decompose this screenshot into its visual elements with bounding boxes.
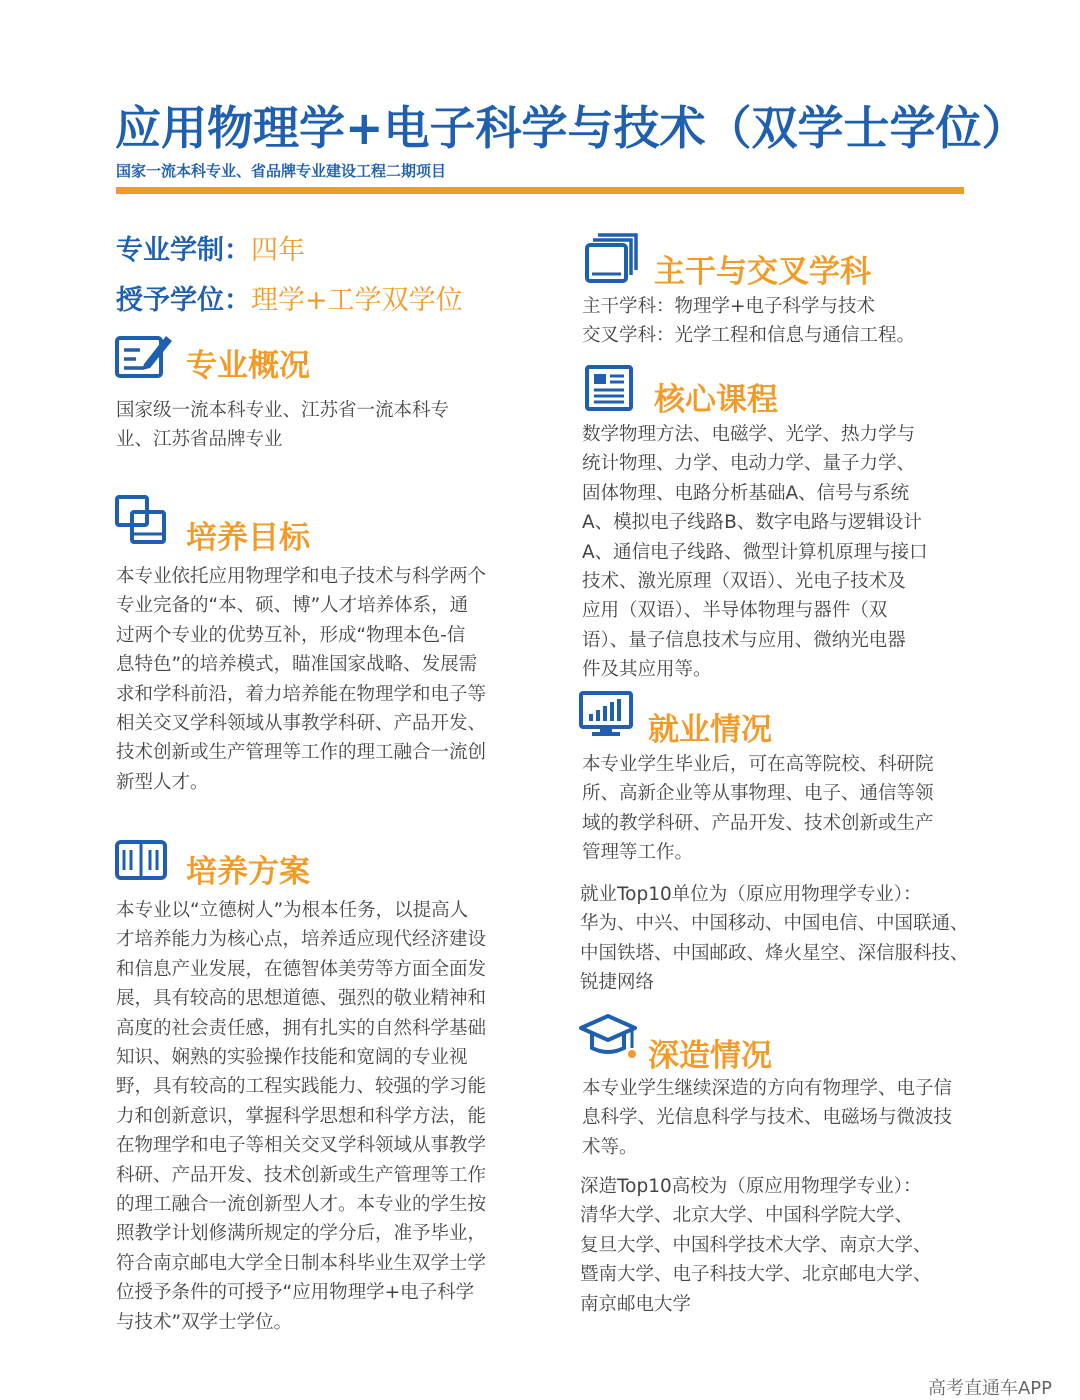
disciplines-text [582, 292, 972, 351]
text-line: 暨南大学、电子科技大学、北京邮电大学、 [580, 1264, 932, 1286]
disciplines-header [584, 232, 964, 292]
text-line: 数学物理方法、电磁学、光学、热力学与 [582, 424, 916, 445]
goal-text [116, 562, 526, 797]
text-line: 与技术”双学士学位。 [116, 1311, 293, 1333]
text-line: 管理等工作。 [582, 842, 694, 864]
text-line: 和信息产业发展，在德智体美劳等方面全面发 [116, 958, 487, 980]
degree-value: 理学+工学双学位 [251, 285, 463, 316]
further-title: 深造情况 [648, 1038, 772, 1074]
disciplines-title: 主干与交叉学科 [654, 254, 871, 290]
plan-text [116, 896, 526, 1337]
text-line: 应用（双语）、半导体物理与器件（双 [582, 600, 888, 622]
text-line: 技术创新或生产管理等工作的理工融合一流创 [116, 742, 487, 764]
text-line: 本专业依托应用物理学和电子技术与科学两个 [116, 566, 487, 587]
employment-text [582, 750, 977, 868]
degree-row [116, 278, 463, 317]
duration-row [116, 228, 305, 267]
text-line: 语）、量子信息技术与应用、微纳光电器 [582, 629, 906, 651]
employment-top10 [580, 880, 1000, 998]
text-line: 本专业学生毕业后，可在高等院校、科研院 [582, 754, 934, 775]
top10-label: 深造Top10高校为（原应用物理学专业）： [580, 1176, 922, 1197]
text-line: 固体物理、电路分析基础A、信号与系统 [582, 482, 910, 504]
document-list-icon [584, 364, 636, 414]
text-line: 符合南京邮电大学全日制本科毕业生双学士学 [116, 1252, 487, 1274]
text-line: 主干学科：物理学+电子科学与技术 [582, 296, 876, 317]
further-header [578, 1012, 968, 1072]
top10-label: 就业Top10单位为（原应用物理学专业）： [580, 884, 922, 905]
courses-text [582, 420, 977, 685]
text-line: 力和创新意识，掌握科学思想和科学方法，能 [116, 1105, 487, 1127]
courses-title: 核心课程 [654, 382, 778, 418]
text-line: 本专业学生继续深造的方向有物理学、电子信 [582, 1078, 953, 1099]
text-line: 复旦大学、中国科学技术大学、南京大学、 [580, 1234, 932, 1256]
employment-title: 就业情况 [648, 712, 772, 748]
further-top10 [580, 1172, 1000, 1319]
text-line: 才培养能力为核心点，培养适应现代经济建设 [116, 929, 487, 951]
text-line: 息特色”的培养模式，瞄准国家战略、发展需 [116, 654, 478, 676]
employment-header [578, 690, 968, 750]
text-line: A、通信电子线路、微型计算机原理与接口 [582, 541, 928, 563]
text-line: 在物理学和电子等相关交叉学科领域从事教学 [116, 1135, 487, 1157]
text-line: 国家级一流本科专业、江苏省一流本科专 [116, 400, 450, 421]
edit-document-icon [114, 330, 174, 382]
title-divider [116, 187, 964, 194]
text-line: 本专业以“立德树人”为根本任务，以提高人 [116, 900, 469, 921]
degree-label: 授予学位： [116, 285, 251, 316]
goal-header [114, 494, 474, 554]
text-line: 照教学计划修满所规定的学分后，准予毕业， [116, 1223, 487, 1245]
courses-header [584, 364, 964, 424]
text-line: 清华大学、北京大学、中国科学院大学、 [580, 1205, 914, 1227]
text-line: 技术、激光原理（双语）、光电子技术及 [582, 571, 906, 593]
text-line: 新型人才。 [116, 771, 209, 793]
plan-header [114, 836, 474, 896]
goal-title: 培养目标 [186, 520, 310, 556]
text-line: 锐捷网络 [580, 972, 655, 994]
text-line: 高度的社会责任感，拥有扎实的自然科学基础 [116, 1017, 487, 1039]
text-line: 术等。 [582, 1136, 638, 1158]
text-line: 科研、产品开发、技术创新或生产管理等工作 [116, 1164, 487, 1186]
overview-text [116, 396, 526, 455]
text-line: 统计物理、力学、电动力学、量子力学、 [582, 453, 916, 475]
further-text [582, 1074, 992, 1162]
text-line: 中国铁塔、中国邮政、烽火星空、深信服科技、 [580, 942, 969, 964]
overview-header [114, 330, 474, 390]
text-line: 所、高新企业等从事物理、电子、通信等领 [582, 783, 934, 805]
text-line: 知识、娴熟的实验操作技能和宽阔的专业视 [116, 1047, 468, 1069]
text-line: 求和学科前沿，着力培养能在物理学和电子等 [116, 683, 487, 705]
text-line: 位授予条件的可授予“应用物理学+电子科学 [116, 1282, 475, 1304]
text-line: 交叉学科：光学工程和信息与通信工程。 [582, 325, 916, 347]
page-title: 应用物理学+电子科学与技术（双学士学位） [115, 101, 1028, 155]
watermark: 高考直通车APP [927, 1378, 1052, 1399]
layers-icon [114, 494, 170, 550]
overview-title: 专业概况 [186, 348, 310, 384]
text-line: 展，具有较高的思想道德、强烈的敬业精神和 [116, 988, 487, 1010]
text-line: 华为、中兴、中国移动、中国电信、中国联通、 [580, 913, 969, 935]
graduation-cap-icon [578, 1012, 638, 1068]
page-subtitle: 国家一流本科专业、省品牌专业建设工程二期项目 [116, 162, 447, 180]
text-line: 的理工融合一流创新型人才。本专业的学生按 [116, 1194, 487, 1216]
duration-value: 四年 [251, 235, 305, 266]
text-line: 件及其应用等。 [582, 659, 712, 681]
text-line: 南京邮电大学 [580, 1293, 692, 1315]
stack-icon [584, 232, 640, 286]
text-line: 息科学、光信息科学与技术、电磁场与微波技 [582, 1107, 953, 1129]
text-line: 域的教学科研、产品开发、技术创新或生产 [582, 812, 934, 834]
text-line: A、模拟电子线路B、数字电路与逻辑设计 [582, 512, 922, 534]
plan-title: 培养方案 [186, 854, 310, 890]
text-line: 过两个专业的优势互补，形成“物理本色-信 [116, 624, 466, 646]
text-line: 专业完备的“本、硕、博”人才培养体系，通 [116, 595, 469, 617]
book-icon [114, 836, 170, 884]
monitor-chart-icon [578, 690, 634, 738]
text-line: 相关交叉学科领域从事教学科研、产品开发、 [116, 713, 487, 735]
text-line: 野，具有较高的工程实践能力、较强的学习能 [116, 1076, 487, 1098]
text-line: 业、江苏省品牌专业 [116, 429, 283, 451]
duration-label: 专业学制： [116, 235, 251, 266]
